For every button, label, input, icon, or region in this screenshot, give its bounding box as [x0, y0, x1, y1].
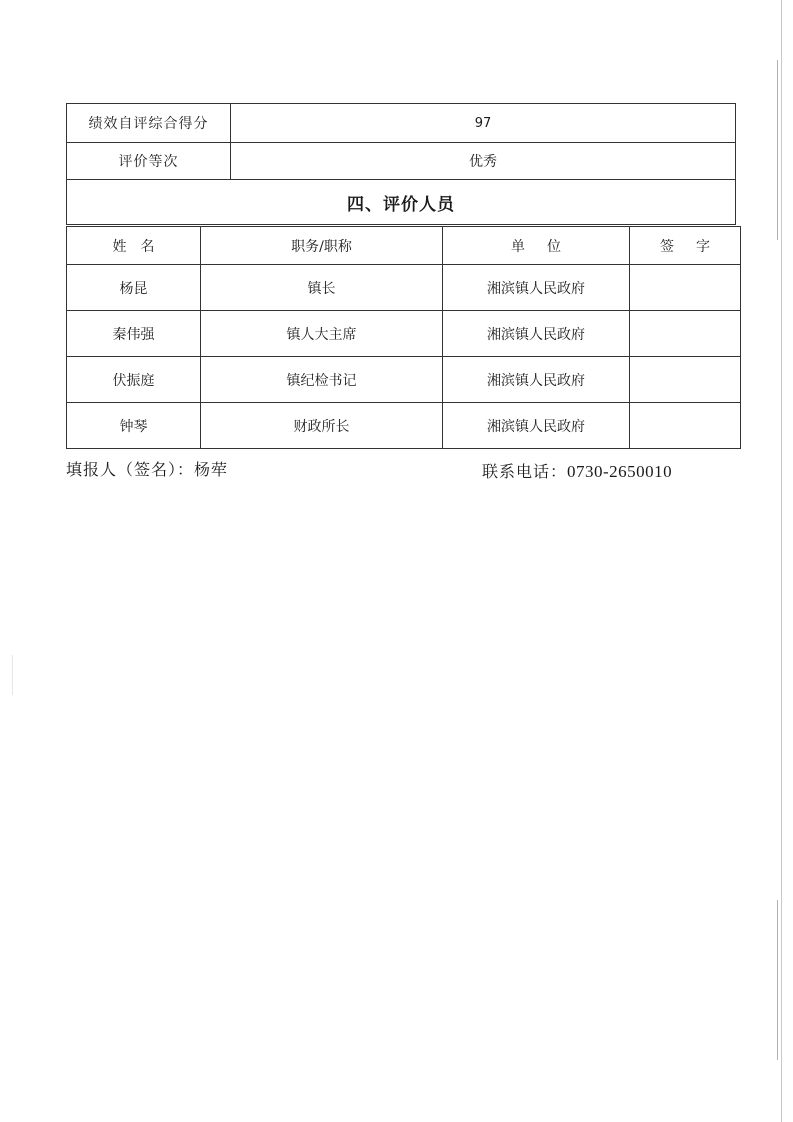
phone-label: 联系电话：	[482, 462, 568, 481]
reviewer-table	[66, 226, 741, 449]
header-name: 姓名	[112, 238, 169, 255]
header-title: 职务/职称	[201, 227, 443, 265]
table-row	[67, 311, 741, 357]
score-value: 97	[231, 104, 736, 143]
reviewer-name: 伏振庭	[67, 357, 201, 403]
reviewer-title: 镇人大主席	[201, 311, 443, 357]
reviewer-signature[interactable]	[630, 403, 741, 449]
header-signature: 签字	[660, 238, 732, 255]
phone-number: 0730-2650010	[567, 462, 673, 481]
scan-edge-line	[781, 0, 782, 1122]
grade-value: 优秀	[231, 143, 736, 180]
reviewer-signature[interactable]	[630, 311, 741, 357]
score-label: 绩效自评综合得分	[67, 104, 231, 143]
scan-mark	[777, 60, 778, 240]
table-row	[67, 403, 741, 449]
summary-table	[66, 103, 736, 225]
score-row	[67, 104, 736, 143]
section-title: 四、评价人员	[67, 180, 736, 225]
filler-line	[66, 457, 228, 480]
reviewer-name: 杨昆	[67, 265, 201, 311]
filler-label: 填报人（签名）：	[66, 460, 195, 479]
reviewer-title: 镇长	[201, 265, 443, 311]
reviewer-title: 财政所长	[201, 403, 443, 449]
reviewer-name: 钟琴	[67, 403, 201, 449]
reviewer-signature[interactable]	[630, 357, 741, 403]
reviewer-name: 秦伟强	[67, 311, 201, 357]
table-row	[67, 265, 741, 311]
reviewer-unit: 湘滨镇人民政府	[443, 265, 630, 311]
grade-label: 评价等次	[67, 143, 231, 180]
reviewer-unit: 湘滨镇人民政府	[443, 357, 630, 403]
reviewer-unit: 湘滨镇人民政府	[443, 311, 630, 357]
filler-name: 杨荦	[194, 460, 229, 479]
table-row	[67, 357, 741, 403]
header-unit: 单位	[511, 238, 583, 255]
contact-line	[482, 459, 672, 482]
grade-row	[67, 143, 736, 180]
reviewer-signature[interactable]	[630, 265, 741, 311]
section-header-row	[67, 180, 736, 225]
reviewer-unit: 湘滨镇人民政府	[443, 403, 630, 449]
scan-mark	[777, 900, 778, 1060]
reviewer-header-row	[67, 227, 741, 265]
scan-artifact	[12, 655, 13, 695]
reviewer-title: 镇纪检书记	[201, 357, 443, 403]
